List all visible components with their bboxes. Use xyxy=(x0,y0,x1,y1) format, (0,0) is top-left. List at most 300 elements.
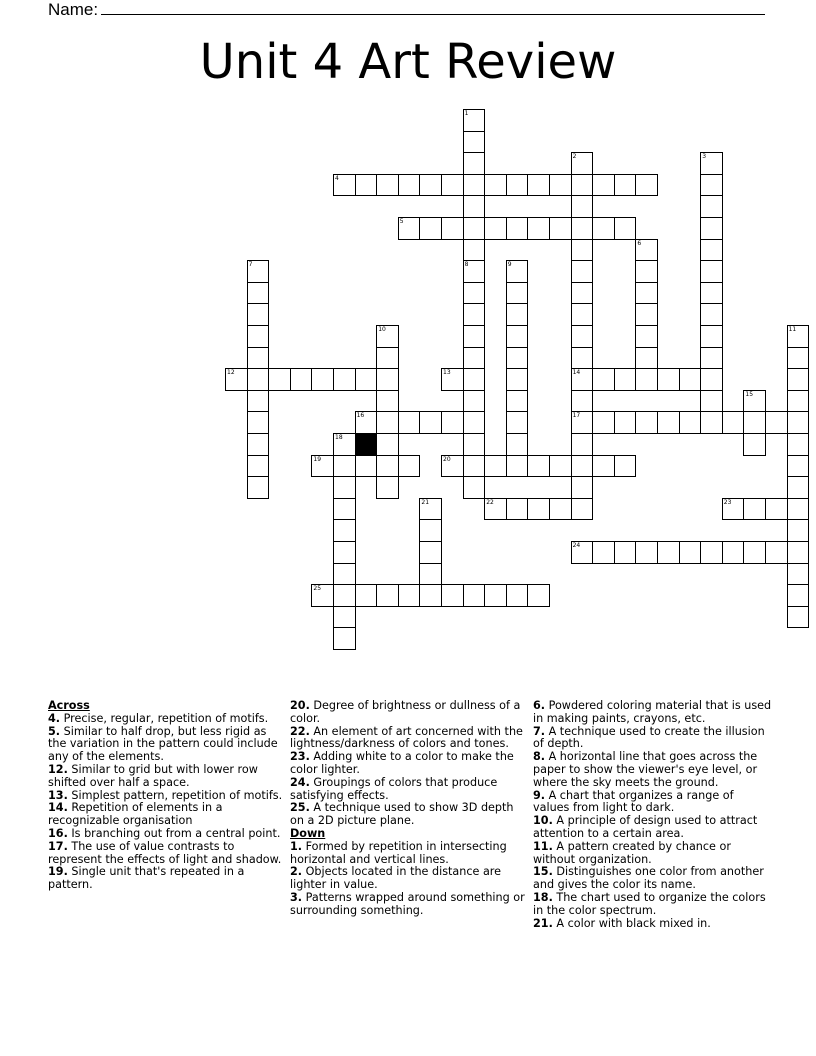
down-header: Down xyxy=(290,826,326,840)
grid-cell[interactable] xyxy=(571,347,594,370)
clue-text: Is branching out from a central point. xyxy=(67,826,281,840)
grid-cell[interactable] xyxy=(463,260,486,283)
grid-cell[interactable] xyxy=(268,368,291,391)
grid-cell[interactable] xyxy=(506,433,529,456)
grid-cell[interactable] xyxy=(463,303,486,326)
clue-number: 8. xyxy=(533,750,546,764)
grid-cell[interactable] xyxy=(614,411,637,434)
cell-number: 22 xyxy=(486,498,494,506)
grid-cell[interactable] xyxy=(355,174,378,197)
clue-number: 12. xyxy=(48,762,68,776)
clue-number: 20. xyxy=(290,699,310,712)
grid-cell[interactable] xyxy=(225,368,248,391)
grid-cell[interactable] xyxy=(635,541,658,564)
grid-cell[interactable] xyxy=(787,411,810,434)
grid-cell[interactable] xyxy=(571,260,594,283)
clue-item xyxy=(290,700,530,726)
clue-number: 16. xyxy=(48,826,68,840)
grid-cell[interactable] xyxy=(700,152,723,175)
grid-cell[interactable] xyxy=(376,411,399,434)
grid-cell[interactable] xyxy=(506,584,529,607)
clue-number: 6. xyxy=(533,699,546,712)
grid-cell[interactable] xyxy=(787,390,810,413)
grid-cell[interactable] xyxy=(765,411,788,434)
grid-cell[interactable] xyxy=(247,368,270,391)
clue-number: 1. xyxy=(290,839,303,853)
grid-cell[interactable] xyxy=(484,498,507,521)
cell-number: 18 xyxy=(335,434,343,441)
cell-number: 7 xyxy=(248,261,253,269)
clue-text: Powdered coloring material that is used in making paints, crayons, etc. xyxy=(533,699,772,725)
grid-cell[interactable] xyxy=(700,541,723,564)
grid-cell[interactable] xyxy=(700,260,723,283)
cell-number: 8 xyxy=(464,261,469,269)
grid-cell[interactable] xyxy=(376,347,399,370)
grid-cell[interactable] xyxy=(614,174,637,197)
grid-cell[interactable] xyxy=(635,303,658,326)
clue-number: 13. xyxy=(48,788,68,802)
grid-cell[interactable] xyxy=(419,563,442,586)
grid-cell[interactable] xyxy=(787,563,810,586)
grid-cell[interactable] xyxy=(247,282,270,305)
grid-cell[interactable] xyxy=(700,217,723,240)
clue-text: A pattern created by chance or without organization. xyxy=(533,839,731,866)
clue-item xyxy=(533,726,773,752)
grid-cell[interactable] xyxy=(743,498,766,521)
cell-number: 5 xyxy=(399,218,404,225)
grid-cell[interactable] xyxy=(549,217,572,240)
grid-cell[interactable] xyxy=(506,174,529,197)
grid-cell[interactable] xyxy=(290,368,313,391)
clue-text: A technique used to create the illusion of depth. xyxy=(533,724,765,751)
grid-cell[interactable] xyxy=(571,239,594,262)
grid-cell[interactable] xyxy=(333,455,356,478)
grid-cell[interactable] xyxy=(787,584,810,607)
clue-number: 19. xyxy=(48,865,68,879)
grid-cell[interactable] xyxy=(376,476,399,499)
grid-cell[interactable] xyxy=(247,433,270,456)
grid-cell[interactable] xyxy=(506,303,529,326)
clue-text: The chart used to organize the colors in the color spectrum. xyxy=(533,890,766,917)
grid-cell[interactable] xyxy=(376,368,399,391)
grid-cell[interactable] xyxy=(635,174,658,197)
grid-cell[interactable] xyxy=(787,498,810,521)
clue-text: An element of art concerned with the lightness/darkness of colors and tones. xyxy=(290,724,523,751)
grid-cell[interactable] xyxy=(571,455,594,478)
grid-cell[interactable] xyxy=(700,195,723,218)
grid-cell[interactable] xyxy=(484,174,507,197)
grid-cell[interactable] xyxy=(571,152,594,175)
grid-cell[interactable] xyxy=(463,433,486,456)
grid-cell[interactable] xyxy=(247,411,270,434)
clue-item xyxy=(290,892,530,918)
grid-cell[interactable] xyxy=(592,411,615,434)
name-label: Name: xyxy=(48,0,99,19)
grid-cell[interactable] xyxy=(355,368,378,391)
clue-number: 15. xyxy=(533,865,553,879)
grid-cell[interactable] xyxy=(441,174,464,197)
clue-number: 2. xyxy=(290,865,303,879)
grid-cell[interactable] xyxy=(571,303,594,326)
grid-cell[interactable] xyxy=(657,411,680,434)
clue-text: A chart that organizes a range of values from light to dark. xyxy=(533,788,734,815)
grid-cell[interactable] xyxy=(635,325,658,348)
grid-cell[interactable] xyxy=(506,390,529,413)
grid-cell[interactable] xyxy=(527,217,550,240)
grid-cell[interactable] xyxy=(787,455,810,478)
grid-cell[interactable] xyxy=(463,455,486,478)
clue-text: A horizontal line that goes across the paper to show the viewer's eye level, or where the sky meets the ground. xyxy=(533,750,758,789)
grid-cell[interactable] xyxy=(571,498,594,521)
clue-item xyxy=(48,726,288,764)
grid-cell[interactable] xyxy=(571,411,594,434)
grid-cell[interactable] xyxy=(355,411,378,434)
clue-number: 14. xyxy=(48,801,68,815)
grid-cell[interactable] xyxy=(355,455,378,478)
grid-cell[interactable] xyxy=(506,411,529,434)
clue-number: 7. xyxy=(533,724,546,738)
grid-cell[interactable] xyxy=(333,476,356,499)
grid-cell[interactable] xyxy=(700,325,723,348)
grid-cell[interactable] xyxy=(506,325,529,348)
cell-number: 21 xyxy=(421,498,430,506)
grid-cell[interactable] xyxy=(376,433,399,456)
grid-cell[interactable] xyxy=(592,541,615,564)
grid-cell[interactable] xyxy=(549,174,572,197)
grid-cell[interactable] xyxy=(549,498,572,521)
grid-cell[interactable] xyxy=(247,455,270,478)
grid-cell[interactable] xyxy=(527,584,550,607)
grid-cell[interactable] xyxy=(722,411,745,434)
cell-number: 14 xyxy=(572,369,581,377)
grid-cell[interactable] xyxy=(311,368,334,391)
grid-cell[interactable] xyxy=(743,541,766,564)
cell-number: 10 xyxy=(378,326,386,333)
grid-cell[interactable] xyxy=(247,390,270,413)
cell-number: 6 xyxy=(637,239,642,247)
cell-number: 3 xyxy=(702,153,707,161)
cell-number: 19 xyxy=(313,455,322,463)
clue-text: Objects located in the distance are lighter in value. xyxy=(290,865,502,892)
cell-number: 24 xyxy=(572,542,581,549)
clue-number: 18. xyxy=(533,890,553,904)
grid-cell[interactable] xyxy=(787,606,810,629)
clue-item xyxy=(290,841,530,867)
grid-cell[interactable] xyxy=(333,541,356,564)
grid-cell[interactable] xyxy=(484,217,507,240)
cell-number: 11 xyxy=(788,326,797,333)
grid-cell[interactable] xyxy=(571,390,594,413)
cell-number: 20 xyxy=(443,455,451,463)
grid-cell[interactable] xyxy=(376,325,399,348)
clue-text: Similar to grid but with lower row shifted over half a space. xyxy=(48,762,258,789)
clue-text: Similar to half drop, but less rigid as the variation in the pattern could include any of the elements. xyxy=(48,724,278,764)
grid-cell[interactable] xyxy=(635,411,658,434)
grid-cell[interactable] xyxy=(700,347,723,370)
clue-text: A technique used to show 3D depth on a 2D picture plane. xyxy=(290,801,514,828)
cell-number: 1 xyxy=(464,110,469,117)
grid-cell[interactable] xyxy=(506,368,529,391)
grid-cell[interactable] xyxy=(419,498,442,521)
grid-cell[interactable] xyxy=(506,282,529,305)
across-header: Across xyxy=(48,699,90,712)
grid-cell[interactable] xyxy=(743,390,766,413)
grid-cell[interactable] xyxy=(463,368,486,391)
clue-item xyxy=(48,802,288,828)
grid-cell[interactable] xyxy=(614,455,637,478)
clue-number: 22. xyxy=(290,724,310,738)
grid-cell[interactable] xyxy=(571,325,594,348)
grid-cell[interactable] xyxy=(592,217,615,240)
grid-cell[interactable] xyxy=(787,433,810,456)
grid-cell[interactable] xyxy=(571,433,594,456)
grid-cell[interactable] xyxy=(333,519,356,542)
cell-number: 4 xyxy=(335,174,339,182)
cell-number: 9 xyxy=(507,261,512,269)
grid-cell[interactable] xyxy=(700,411,723,434)
grid-cell[interactable] xyxy=(463,195,486,218)
grid-cell[interactable] xyxy=(419,411,442,434)
clues-column-2 xyxy=(290,700,530,918)
grid-cell[interactable] xyxy=(463,584,486,607)
cell-number: 16 xyxy=(356,412,365,420)
grid-cell[interactable] xyxy=(722,541,745,564)
grid-cell[interactable] xyxy=(333,368,356,391)
grid-cell[interactable] xyxy=(787,541,810,564)
clue-text: Distinguishes one color from another and gives the color its name. xyxy=(533,865,764,892)
grid-cell[interactable] xyxy=(355,584,378,607)
grid-cell[interactable] xyxy=(398,584,421,607)
clue-text: A principle of design used to attract attention to a certain area. xyxy=(533,814,758,840)
clue-item xyxy=(290,777,530,803)
grid-cell[interactable] xyxy=(700,303,723,326)
clue-number: 24. xyxy=(290,775,310,789)
grid-cell[interactable] xyxy=(571,476,594,499)
clue-item xyxy=(290,802,530,828)
grid-cell[interactable] xyxy=(592,174,615,197)
grid-cell[interactable] xyxy=(463,476,486,499)
grid-cell[interactable] xyxy=(571,541,594,564)
clue-text: Adding white to a color to make the color lighter. xyxy=(290,750,514,776)
clue-number: 11. xyxy=(533,839,553,853)
grid-cell[interactable] xyxy=(463,390,486,413)
clue-item xyxy=(290,751,530,777)
clue-number: 17. xyxy=(48,839,68,853)
clue-text: Single unit that's repeated in a pattern. xyxy=(48,865,245,892)
clue-text: Patterns wrapped around something or surrounding something. xyxy=(290,890,525,917)
clue-item xyxy=(533,841,773,867)
page-title: Unit 4 Art Review xyxy=(199,34,617,90)
clue-item xyxy=(48,866,288,892)
clue-text: Precise, regular, repetition of motifs. xyxy=(60,711,269,725)
grid-cell[interactable] xyxy=(333,606,356,629)
clue-item xyxy=(533,751,773,789)
grid-cell[interactable] xyxy=(571,368,594,391)
clue-item xyxy=(533,866,773,892)
grid-cell[interactable] xyxy=(635,368,658,391)
grid-cell[interactable] xyxy=(247,303,270,326)
grid-cell[interactable] xyxy=(441,217,464,240)
grid-cell[interactable] xyxy=(571,217,594,240)
clue-item xyxy=(533,918,773,931)
grid-cell[interactable] xyxy=(463,217,486,240)
grid-cell[interactable] xyxy=(376,584,399,607)
grid-cell[interactable] xyxy=(506,347,529,370)
clue-text: Formed by repetition in intersecting horizontal and vertical lines. xyxy=(290,839,507,866)
cell-number: 15 xyxy=(745,390,754,398)
grid-cell[interactable] xyxy=(419,174,442,197)
clue-number: 21. xyxy=(533,916,553,930)
grid-cell[interactable] xyxy=(419,217,442,240)
clue-item xyxy=(533,892,773,918)
black-cell xyxy=(355,433,378,456)
grid-cell[interactable] xyxy=(657,368,680,391)
grid-cell[interactable] xyxy=(635,260,658,283)
grid-cell[interactable] xyxy=(527,174,550,197)
grid-cell[interactable] xyxy=(506,498,529,521)
grid-cell[interactable] xyxy=(484,584,507,607)
grid-cell[interactable] xyxy=(398,174,421,197)
clues-column-1 xyxy=(48,700,288,892)
grid-cell[interactable] xyxy=(571,282,594,305)
grid-cell[interactable] xyxy=(333,584,356,607)
grid-cell[interactable] xyxy=(463,174,486,197)
grid-cell[interactable] xyxy=(679,541,702,564)
clue-text: Simplest pattern, repetition of motifs. xyxy=(67,788,283,802)
clue-text: Degree of brightness or dullness of a color. xyxy=(290,699,521,725)
grid-cell[interactable] xyxy=(419,519,442,542)
grid-cell[interactable] xyxy=(333,174,356,197)
clue-number: 3. xyxy=(290,890,303,904)
grid-cell[interactable] xyxy=(743,433,766,456)
grid-cell[interactable] xyxy=(463,109,486,132)
grid-cell[interactable] xyxy=(419,584,442,607)
grid-cell[interactable] xyxy=(787,519,810,542)
grid-cell[interactable] xyxy=(441,411,464,434)
grid-cell[interactable] xyxy=(441,584,464,607)
cell-number: 25 xyxy=(313,585,322,593)
clue-text: The use of value contrasts to represent the effects of light and shadow. xyxy=(48,839,282,866)
grid-cell[interactable] xyxy=(657,541,680,564)
cell-number: 23 xyxy=(723,498,732,506)
grid-cell[interactable] xyxy=(463,131,486,154)
grid-cell[interactable] xyxy=(722,498,745,521)
grid-cell[interactable] xyxy=(787,368,810,391)
grid-cell[interactable] xyxy=(787,325,810,348)
grid-cell[interactable] xyxy=(333,563,356,586)
grid-cell[interactable] xyxy=(463,411,486,434)
cell-number: 2 xyxy=(572,153,577,161)
cell-number: 17 xyxy=(572,412,581,420)
clue-number: 5. xyxy=(48,724,61,738)
clue-text: Groupings of colors that produce satisfying effects. xyxy=(290,775,498,802)
clue-item xyxy=(533,700,773,726)
grid-cell[interactable] xyxy=(419,541,442,564)
grid-cell[interactable] xyxy=(765,498,788,521)
grid-cell[interactable] xyxy=(484,455,507,478)
clue-number: 10. xyxy=(533,814,553,828)
grid-cell[interactable] xyxy=(311,584,334,607)
grid-cell[interactable] xyxy=(571,195,594,218)
grid-cell[interactable] xyxy=(700,239,723,262)
grid-cell[interactable] xyxy=(376,455,399,478)
grid-cell[interactable] xyxy=(311,455,334,478)
grid-cell[interactable] xyxy=(614,541,637,564)
clues-column-3 xyxy=(533,700,773,930)
grid-cell[interactable] xyxy=(441,368,464,391)
grid-cell[interactable] xyxy=(700,174,723,197)
grid-cell[interactable] xyxy=(247,325,270,348)
grid-cell[interactable] xyxy=(787,476,810,499)
grid-cell[interactable] xyxy=(527,455,550,478)
clue-number: 4. xyxy=(48,711,61,725)
clue-number: 9. xyxy=(533,788,546,802)
grid-cell[interactable] xyxy=(700,390,723,413)
grid-cell[interactable] xyxy=(700,282,723,305)
grid-cell[interactable] xyxy=(333,433,356,456)
grid-cell[interactable] xyxy=(333,627,356,650)
clue-item xyxy=(533,815,773,841)
grid-cell[interactable] xyxy=(614,217,637,240)
clue-item xyxy=(533,790,773,816)
grid-cell[interactable] xyxy=(700,368,723,391)
grid-cell[interactable] xyxy=(635,347,658,370)
grid-cell[interactable] xyxy=(463,282,486,305)
grid-cell[interactable] xyxy=(247,260,270,283)
clue-item xyxy=(48,841,288,867)
grid-cell[interactable] xyxy=(614,368,637,391)
grid-cell[interactable] xyxy=(247,476,270,499)
clue-text: A color with black mixed in. xyxy=(552,916,711,930)
grid-cell[interactable] xyxy=(679,411,702,434)
grid-cell[interactable] xyxy=(571,174,594,197)
grid-cell[interactable] xyxy=(506,260,529,283)
grid-cell[interactable] xyxy=(376,390,399,413)
grid-cell[interactable] xyxy=(635,239,658,262)
grid-cell[interactable] xyxy=(398,217,421,240)
clue-item xyxy=(48,764,288,790)
grid-cell[interactable] xyxy=(441,455,464,478)
clue-number: 23. xyxy=(290,750,310,764)
grid-cell[interactable] xyxy=(743,411,766,434)
grid-cell[interactable] xyxy=(506,455,529,478)
cell-number: 12 xyxy=(227,369,235,377)
clue-number: 25. xyxy=(290,801,310,815)
grid-cell[interactable] xyxy=(592,455,615,478)
clue-item xyxy=(290,866,530,892)
grid-cell[interactable] xyxy=(463,239,486,262)
grid-cell[interactable] xyxy=(398,455,421,478)
grid-cell[interactable] xyxy=(333,498,356,521)
grid-cell[interactable] xyxy=(463,347,486,370)
cell-number: 13 xyxy=(443,369,451,377)
clue-item xyxy=(290,726,530,752)
grid-cell[interactable] xyxy=(765,541,788,564)
clue-text: Repetition of elements in a recognizable organisation xyxy=(48,801,223,828)
grid-cell[interactable] xyxy=(506,217,529,240)
grid-cell[interactable] xyxy=(247,347,270,370)
grid-cell[interactable] xyxy=(787,347,810,370)
grid-cell[interactable] xyxy=(679,368,702,391)
grid-cell[interactable] xyxy=(635,282,658,305)
grid-cell[interactable] xyxy=(463,325,486,348)
grid-cell[interactable] xyxy=(527,498,550,521)
grid-cell[interactable] xyxy=(592,368,615,391)
grid-cell[interactable] xyxy=(398,411,421,434)
grid-cell[interactable] xyxy=(376,174,399,197)
grid-cell[interactable] xyxy=(549,455,572,478)
grid-cell[interactable] xyxy=(463,152,486,175)
